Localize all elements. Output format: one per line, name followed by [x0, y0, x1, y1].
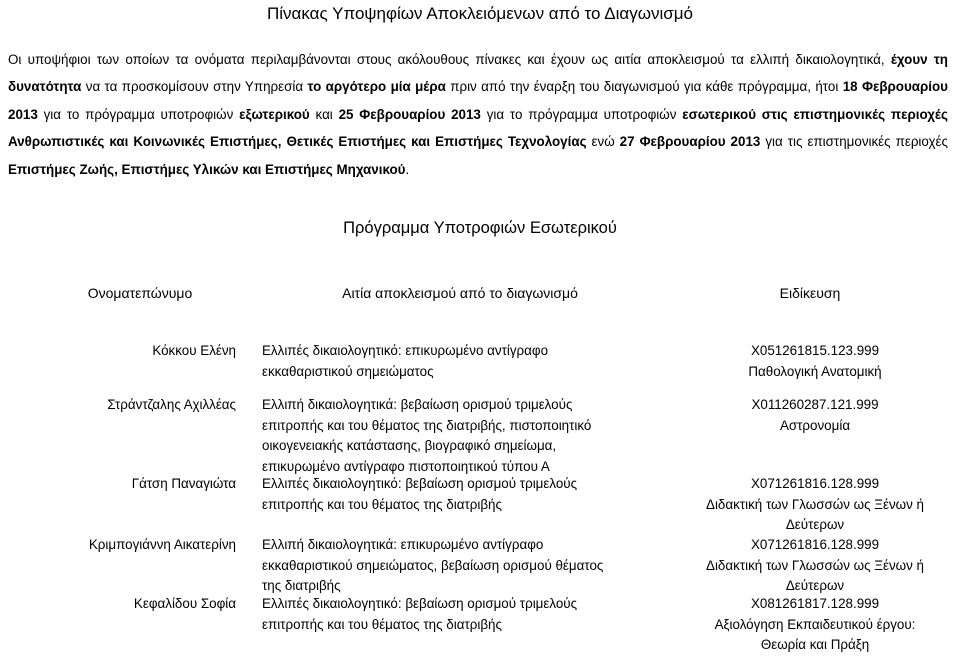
reason-line: Ελλιπές δικαιολογητικό: επικυρωμένο αντίγραφο — [262, 343, 549, 358]
spec-code: Χ011260287.121.999 — [751, 397, 879, 412]
intro-bold: 18 Φεβρουαρίου 2013 — [8, 79, 948, 122]
reason-line: εκκαθαριστικού σημειώματος — [262, 363, 434, 379]
spec-code: Χ081261817.128.999 — [750, 596, 880, 611]
row-2-spec — [690, 395, 940, 436]
spec-line: Θεωρία και Πράξη — [760, 637, 870, 652]
spec-line: Αστρονομία — [779, 417, 851, 433]
intro-bold: το αργότερο μία μέρα — [307, 79, 446, 95]
spec-line: Διδακτική των Γλωσσών ως Ξένων ή — [706, 557, 924, 573]
row-3-spec — [690, 474, 940, 536]
reason-line: επιτροπής και του θέματος της διατριβής — [262, 616, 502, 632]
header-specialization: Ειδίκευση — [779, 285, 841, 301]
row-3-reason — [262, 474, 682, 515]
reason-line: επιτροπής και του θέματος της διατριβής — [262, 496, 502, 512]
row-1-name: Κόκκου Ελένη — [152, 343, 236, 358]
intro-text: . — [405, 161, 410, 177]
reason-line: επικυρωμένο αντίγραφο πιστοποιητικού τύπου Α — [262, 458, 550, 474]
reason-line: επιτροπής και του θέματος της διατριβής, πιστοποιητικό — [262, 417, 592, 433]
spec-line: Διδακτική των Γλωσσών ως Ξένων ή — [706, 496, 924, 512]
row-5-spec — [690, 594, 940, 656]
row-2-name: Στράντζαλης Αχιλλέας — [107, 397, 236, 412]
spec-line: Αξιολόγηση Εκπαιδευτικού έργου: — [714, 616, 916, 632]
spec-code: Χ051261815.123.999 — [750, 343, 880, 358]
spec-code: Χ071261816.128.999 — [750, 476, 880, 491]
row-1-spec — [690, 341, 940, 382]
intro-bold: εξωτερικού — [239, 106, 310, 122]
intro-text: Οι υποψήφιοι των οποίων τα ονόματα περιλαμβάνονται στους ακόλουθους πίνακες και έχουν ως αιτία αποκλεισμού τα ελλιπή δικαιολογητικά, — [8, 52, 885, 67]
reason-line: Ελλιπή δικαιολογητικά: βεβαίωση ορισμού τριμελούς — [262, 397, 573, 412]
intro-paragraph — [8, 46, 948, 183]
row-2-reason — [262, 395, 682, 477]
reason-line: Ελλιπές δικαιολογητικό: βεβαίωση ορισμού τριμελούς — [262, 476, 578, 491]
row-4-name: Κριμπογιάννη Αικατερίνη — [88, 537, 236, 552]
row-1-reason — [262, 341, 682, 382]
intro-bold: 25 Φεβρουαρίου 2013 — [338, 106, 481, 122]
reason-line: της διατριβής — [262, 578, 341, 593]
row-5-name: Κεφαλίδου Σοφία — [133, 596, 236, 611]
spec-code: Χ071261816.128.999 — [750, 537, 880, 552]
intro-text: ενώ — [591, 134, 615, 150]
row-3-name: Γάτση Παναγιώτα — [131, 476, 236, 491]
intro-bold: εσωτερικού στις επιστημονικές περιοχές Ανθρωπιστικές και Κοινωνικές Επιστήμες, Θετικές Επιστήμες και Επιστήμες Τεχνολογίας — [8, 106, 948, 150]
intro-bold: 27 Φεβρουαρίου 2013 — [619, 134, 761, 150]
header-name: Ονοματεπώνυμο — [87, 285, 193, 301]
section-subtitle: Πρόγραμμα Υποτροφιών Εσωτερικού — [343, 219, 617, 237]
spec-line: Δεύτερων — [785, 578, 845, 593]
reason-line: Ελλιπή δικαιολογητικά: επικυρωμένο αντίγραφο — [262, 537, 544, 552]
intro-text: πριν από την έναρξη του διαγωνισμού για κάθε πρόγραμμα, ήτοι — [450, 79, 839, 95]
row-4-reason — [262, 535, 682, 597]
reason-line: Ελλιπές δικαιολογητικό: βεβαίωση ορισμού τριμελούς — [262, 596, 578, 611]
intro-text: για το πρόγραμμα υποτροφιών — [486, 106, 677, 122]
intro-text: για το πρόγραμμα υποτροφιών — [43, 106, 234, 122]
page-title: Πίνακας Υποψηφίων Αποκλειόμενων από το Διαγωνισμό — [267, 4, 693, 23]
spec-line: Δεύτερων — [785, 517, 845, 532]
spec-line: Παθολογική Ανατομική — [748, 363, 882, 379]
intro-text: να τα προσκομίσουν στην Υπηρεσία — [85, 79, 304, 95]
intro-text: για τις επιστημονικές περιοχές — [765, 134, 948, 150]
reason-line: οικογενειακής κατάστασης, βιογραφικό σημείωμα, — [262, 438, 557, 453]
reason-line: εκκαθαριστικού σημειώματος, βεβαίωση ορισμού θέματος — [262, 557, 604, 573]
intro-bold: Επιστήμες Ζωής, Επιστήμες Υλικών και Επιστήμες Μηχανικού — [8, 161, 406, 177]
row-4-spec — [690, 535, 940, 597]
row-5-reason — [262, 594, 682, 635]
intro-text: και — [315, 106, 333, 122]
intro-bold: έχουν τη δυνατότητα — [8, 52, 948, 95]
header-reason: Αιτία αποκλεισμού από το διαγωνισμό — [342, 285, 578, 301]
